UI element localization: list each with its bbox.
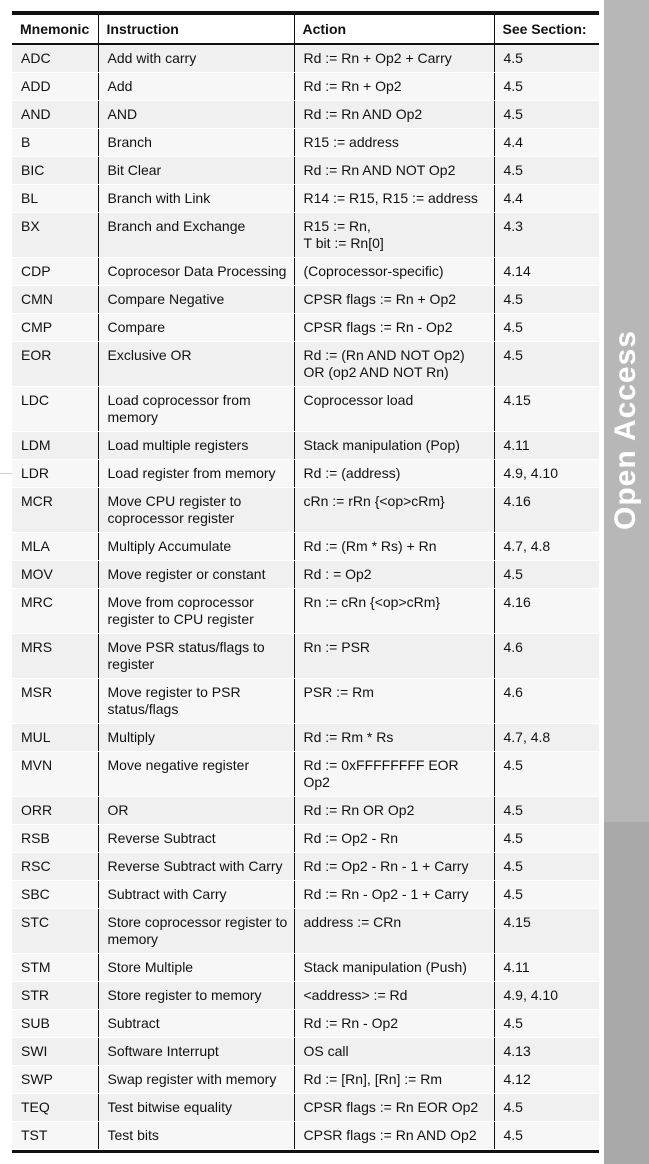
cell-instruction: Store register to memory xyxy=(98,982,294,1010)
table-row xyxy=(12,634,599,679)
cell-mnemonic: TST xyxy=(12,1122,98,1150)
cell-section: 4.7, 4.8 xyxy=(494,724,599,752)
table-row xyxy=(12,129,599,157)
cell-section: 4.16 xyxy=(494,589,599,634)
cell-action: CPSR flags := Rn AND Op2 xyxy=(294,1122,494,1150)
cell-instruction: Software Interrupt xyxy=(98,1038,294,1066)
cell-action: Rd := Rn AND NOT Op2 xyxy=(294,157,494,185)
cell-instruction: Swap register with memory xyxy=(98,1066,294,1094)
cell-instruction: Compare Negative xyxy=(98,286,294,314)
cell-instruction: Branch xyxy=(98,129,294,157)
cell-action: CPSR flags := Rn EOR Op2 xyxy=(294,1094,494,1122)
cell-mnemonic: CMP xyxy=(12,314,98,342)
header-see-section: See Section: xyxy=(494,15,599,44)
cell-section: 4.5 xyxy=(494,1010,599,1038)
cell-section: 4.5 xyxy=(494,797,599,825)
cell-instruction: Move register or constant xyxy=(98,561,294,589)
cell-section: 4.5 xyxy=(494,752,599,797)
cell-action: Rd := [Rn], [Rn] := Rm xyxy=(294,1066,494,1094)
cell-mnemonic: LDR xyxy=(12,460,98,488)
cell-instruction: Reverse Subtract xyxy=(98,825,294,853)
cell-mnemonic: STC xyxy=(12,909,98,954)
cell-section: 4.5 xyxy=(494,44,599,73)
cell-instruction: Subtract with Carry xyxy=(98,881,294,909)
cell-instruction: Multiply xyxy=(98,724,294,752)
cell-section: 4.15 xyxy=(494,909,599,954)
table-row xyxy=(12,460,599,488)
cell-mnemonic: STM xyxy=(12,954,98,982)
cell-section: 4.5 xyxy=(494,101,599,129)
cell-section: 4.5 xyxy=(494,73,599,101)
cell-instruction: Subtract xyxy=(98,1010,294,1038)
cell-instruction: Move from coprocessor register to CPU register xyxy=(98,589,294,634)
cell-instruction: Branch with Link xyxy=(98,185,294,213)
cell-instruction: Add xyxy=(98,73,294,101)
table-row xyxy=(12,589,599,634)
cell-action: PSR := Rm xyxy=(294,679,494,724)
cell-action: Rd := 0xFFFFFFFF EOR Op2 xyxy=(294,752,494,797)
cell-instruction: Test bitwise equality xyxy=(98,1094,294,1122)
page-divider xyxy=(0,473,12,474)
cell-section: 4.7, 4.8 xyxy=(494,533,599,561)
cell-mnemonic: RSB xyxy=(12,825,98,853)
cell-mnemonic: CMN xyxy=(12,286,98,314)
table-row xyxy=(12,432,599,460)
cell-mnemonic: ADD xyxy=(12,73,98,101)
cell-instruction: Coprocesor Data Processing xyxy=(98,258,294,286)
cell-section: 4.11 xyxy=(494,954,599,982)
cell-section: 4.3 xyxy=(494,213,599,258)
cell-action: address := CRn xyxy=(294,909,494,954)
cell-action: Rn := cRn {<op>cRm} xyxy=(294,589,494,634)
cell-action: Rd := (Rn AND NOT Op2) OR (op2 AND NOT Rn) xyxy=(294,342,494,387)
table-row xyxy=(12,724,599,752)
table-row xyxy=(12,314,599,342)
cell-instruction: Move register to PSR status/flags xyxy=(98,679,294,724)
cell-action: Rd := Rn - Op2 - 1 + Carry xyxy=(294,881,494,909)
cell-instruction: Add with carry xyxy=(98,44,294,73)
cell-section: 4.5 xyxy=(494,314,599,342)
cell-mnemonic: MLA xyxy=(12,533,98,561)
cell-section: 4.5 xyxy=(494,342,599,387)
header-instruction: Instruction xyxy=(98,15,294,44)
table-row xyxy=(12,1010,599,1038)
table-row xyxy=(12,488,599,533)
cell-instruction: Multiply Accumulate xyxy=(98,533,294,561)
cell-action: Rd := (Rm * Rs) + Rn xyxy=(294,533,494,561)
cell-mnemonic: BL xyxy=(12,185,98,213)
cell-mnemonic: AND xyxy=(12,101,98,129)
cell-action: Rn := PSR xyxy=(294,634,494,679)
cell-mnemonic: MRS xyxy=(12,634,98,679)
cell-section: 4.16 xyxy=(494,488,599,533)
instruction-table-frame xyxy=(12,11,599,1153)
cell-mnemonic: BIC xyxy=(12,157,98,185)
cell-section: 4.11 xyxy=(494,432,599,460)
cell-instruction: Store Multiple xyxy=(98,954,294,982)
table-row xyxy=(12,101,599,129)
cell-mnemonic: STR xyxy=(12,982,98,1010)
cell-action: Rd := Rn OR Op2 xyxy=(294,797,494,825)
cell-section: 4.5 xyxy=(494,286,599,314)
cell-section: 4.4 xyxy=(494,129,599,157)
table-row xyxy=(12,909,599,954)
cell-mnemonic: SWP xyxy=(12,1066,98,1094)
cell-instruction: Exclusive OR xyxy=(98,342,294,387)
cell-section: 4.9, 4.10 xyxy=(494,982,599,1010)
cell-action: Coprocessor load xyxy=(294,387,494,432)
cell-instruction: Test bits xyxy=(98,1122,294,1150)
table-row xyxy=(12,853,599,881)
cell-mnemonic: LDC xyxy=(12,387,98,432)
cell-mnemonic: CDP xyxy=(12,258,98,286)
cell-section: 4.12 xyxy=(494,1066,599,1094)
cell-instruction: Load coprocessor from memory xyxy=(98,387,294,432)
cell-mnemonic: MVN xyxy=(12,752,98,797)
cell-mnemonic: B xyxy=(12,129,98,157)
instruction-set-table xyxy=(12,15,599,1150)
cell-mnemonic: SWI xyxy=(12,1038,98,1066)
cell-mnemonic: TEQ xyxy=(12,1094,98,1122)
table-row xyxy=(12,954,599,982)
cell-action: Stack manipulation (Pop) xyxy=(294,432,494,460)
table-row xyxy=(12,286,599,314)
cell-mnemonic: RSC xyxy=(12,853,98,881)
cell-action: R14 := R15, R15 := address xyxy=(294,185,494,213)
table-row xyxy=(12,825,599,853)
cell-instruction: Move CPU register to coprocessor register xyxy=(98,488,294,533)
cell-section: 4.4 xyxy=(494,185,599,213)
cell-section: 4.5 xyxy=(494,1122,599,1150)
cell-instruction: AND xyxy=(98,101,294,129)
cell-instruction: Branch and Exchange xyxy=(98,213,294,258)
table-row xyxy=(12,1066,599,1094)
cell-instruction: OR xyxy=(98,797,294,825)
cell-section: 4.5 xyxy=(494,881,599,909)
cell-mnemonic: MCR xyxy=(12,488,98,533)
table-row xyxy=(12,157,599,185)
cell-mnemonic: MSR xyxy=(12,679,98,724)
cell-section: 4.5 xyxy=(494,825,599,853)
cell-action: (Coprocessor-specific) xyxy=(294,258,494,286)
cell-mnemonic: EOR xyxy=(12,342,98,387)
cell-mnemonic: MOV xyxy=(12,561,98,589)
cell-action: CPSR flags := Rn + Op2 xyxy=(294,286,494,314)
cell-instruction: Store coprocessor register to memory xyxy=(98,909,294,954)
table-row xyxy=(12,982,599,1010)
table-row xyxy=(12,342,599,387)
cell-action: CPSR flags := Rn - Op2 xyxy=(294,314,494,342)
cell-action: Stack manipulation (Push) xyxy=(294,954,494,982)
cell-section: 4.5 xyxy=(494,157,599,185)
cell-mnemonic: SBC xyxy=(12,881,98,909)
cell-section: 4.5 xyxy=(494,561,599,589)
cell-mnemonic: BX xyxy=(12,213,98,258)
table-row xyxy=(12,1038,599,1066)
cell-instruction: Load register from memory xyxy=(98,460,294,488)
side-tab xyxy=(604,0,649,1164)
table-row xyxy=(12,185,599,213)
cell-instruction: Compare xyxy=(98,314,294,342)
table-row xyxy=(12,1122,599,1150)
table-row xyxy=(12,797,599,825)
side-tab-label: Open Access xyxy=(609,330,642,530)
cell-section: 4.9, 4.10 xyxy=(494,460,599,488)
cell-mnemonic: MUL xyxy=(12,724,98,752)
cell-instruction: Move negative register xyxy=(98,752,294,797)
cell-mnemonic: ADC xyxy=(12,44,98,73)
table-row xyxy=(12,73,599,101)
table-row xyxy=(12,561,599,589)
table-row xyxy=(12,213,599,258)
cell-section: 4.15 xyxy=(494,387,599,432)
table-row xyxy=(12,258,599,286)
cell-mnemonic: MRC xyxy=(12,589,98,634)
cell-instruction: Bit Clear xyxy=(98,157,294,185)
cell-action: Rd := Rn - Op2 xyxy=(294,1010,494,1038)
cell-instruction: Move PSR status/flags to register xyxy=(98,634,294,679)
cell-instruction: Load multiple registers xyxy=(98,432,294,460)
cell-mnemonic: ORR xyxy=(12,797,98,825)
cell-action: cRn := rRn {<op>cRm} xyxy=(294,488,494,533)
table-row xyxy=(12,387,599,432)
cell-action: R15 := address xyxy=(294,129,494,157)
cell-mnemonic: SUB xyxy=(12,1010,98,1038)
table-row xyxy=(12,881,599,909)
cell-section: 4.5 xyxy=(494,1094,599,1122)
table-row xyxy=(12,533,599,561)
cell-action: Rd := Rm * Rs xyxy=(294,724,494,752)
table-row xyxy=(12,752,599,797)
cell-section: 4.14 xyxy=(494,258,599,286)
table-row xyxy=(12,679,599,724)
cell-action: Rd := (address) xyxy=(294,460,494,488)
cell-action: Rd := Rn AND Op2 xyxy=(294,101,494,129)
cell-section: 4.6 xyxy=(494,679,599,724)
cell-section: 4.13 xyxy=(494,1038,599,1066)
header-mnemonic: Mnemonic xyxy=(12,15,98,44)
cell-instruction: Reverse Subtract with Carry xyxy=(98,853,294,881)
cell-action: Rd := Op2 - Rn - 1 + Carry xyxy=(294,853,494,881)
cell-action: Rd : = Op2 xyxy=(294,561,494,589)
table-body xyxy=(12,44,599,1150)
cell-section: 4.5 xyxy=(494,853,599,881)
table-row xyxy=(12,1094,599,1122)
cell-section: 4.6 xyxy=(494,634,599,679)
cell-action: Rd := Rn + Op2 + Carry xyxy=(294,44,494,73)
header-action: Action xyxy=(294,15,494,44)
table-row xyxy=(12,44,599,73)
cell-action: Rd := Rn + Op2 xyxy=(294,73,494,101)
cell-action: Rd := Op2 - Rn xyxy=(294,825,494,853)
cell-mnemonic: LDM xyxy=(12,432,98,460)
cell-action: <address> := Rd xyxy=(294,982,494,1010)
cell-action: OS call xyxy=(294,1038,494,1066)
table-header-row xyxy=(12,15,599,44)
cell-action: R15 := Rn, T bit := Rn[0] xyxy=(294,213,494,258)
